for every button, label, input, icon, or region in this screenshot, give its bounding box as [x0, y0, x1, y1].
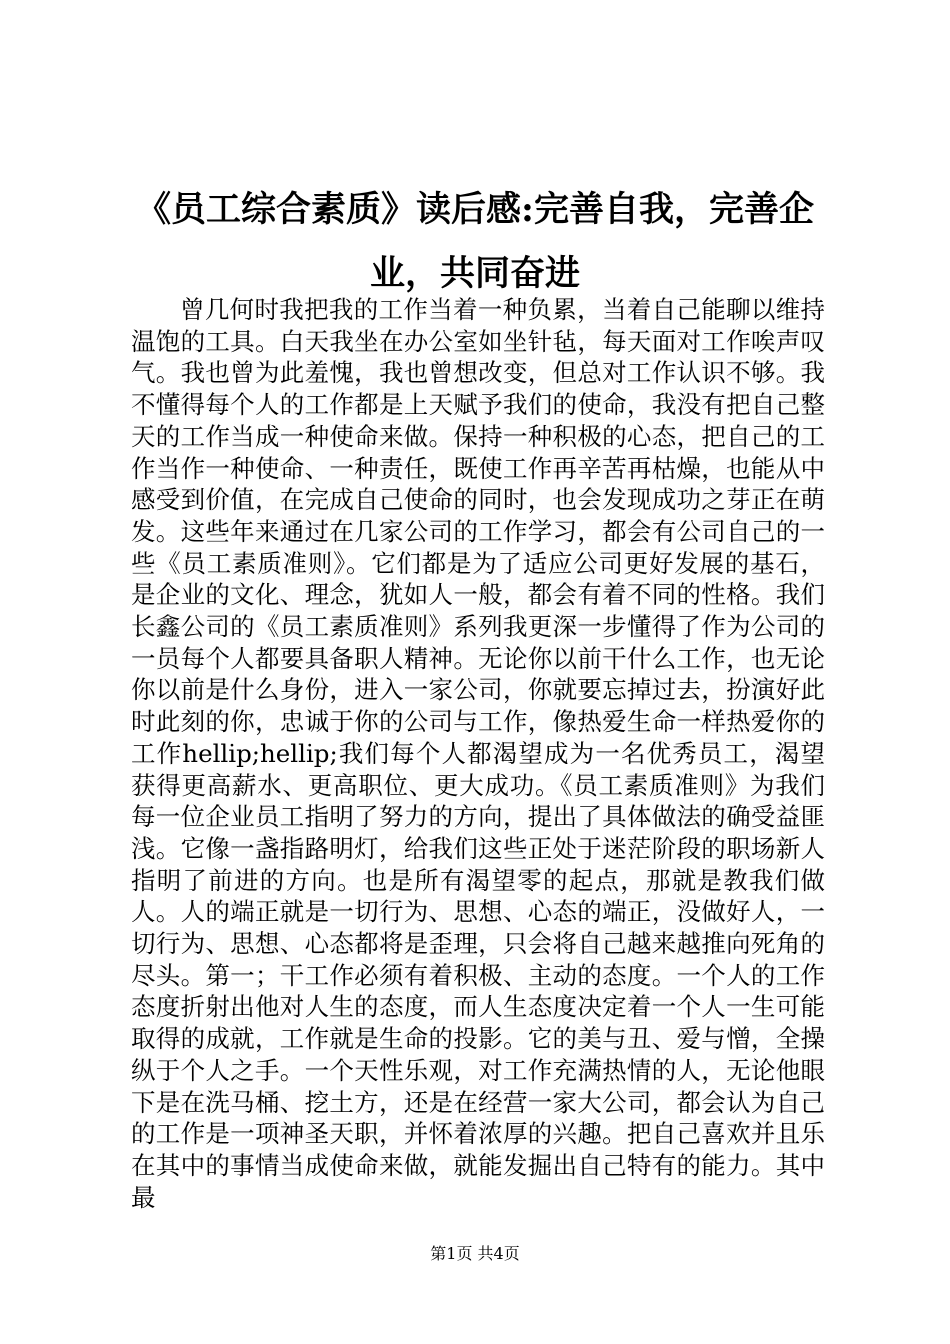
document-title: 《员工综合素质》读后感:完善自我，完善企业，共同奋进 [136, 189, 814, 294]
page-number-footer: 第1页 共4页 [430, 1244, 520, 1263]
body-paragraph: 曾几何时我把我的工作当着一种负累，当着自己能聊以维持温饱的工具。白天我坐在办公室如坐针毡，每天面对工作唉声叹气。我也曾为此羞愧，我也曾想改变，但总对工作认识不够。我不懂得每个人的工作都是上天赋予我们的使命，我没有把自己整天的工作当成一种使命来做。保持一种积极的心态，把自己的工作当作一种使命、一种责任，既使工作再辛苦再枯燥，也能从中感受到价值，在完成自己使命的同时，也会发现成功之芽正在萌发。这些年来通过在几家公司的工作学习，都会有公司自己的一些《员工素质准则》。它们都是为了适应公司更好发展的基石，是企业的文化、理念，犹如人一般，都会有着不同的性格。我们长鑫公司的《员工素质准则》系列我更深一步懂得了作为公司的一员每个人都要具备职人精神。无论你以前干什么工作，也无论你以前是什么身份，进入一家公司，你就要忘掉过去，扮演好此时此刻的你，忠诚于你的公司与工作，像热爱生命一样热爱你的工作hellip;hellip;我们每个人都渴望成为一名优秀员工，渴望获得更高薪水、更高职位、更大成功。《员工素质准则》为我们每一位企业员工指明了努力的方向，提出了具体做法的确受益匪浅。它像一盏指路明灯，给我们这些正处于迷茫阶段的职场新人指明了前进的方向。也是所有渴望零的起点，那就是教我们做人。人的端正就是一切行为、思想、心态的端正，没做好人，一切行为、思想、心态都将是歪理，只会将自己越来越推向死角的尽头。第一；干工作必须有着积极、主动的态度。一个人的工作态度折射出他对人生的态度，而人生态度决定着一个人一生可能取得的成就，工作就是生命的投影。它的美与丑、爱与憎，全操纵于个人之手。一个天性乐观，对工作充满热情的人，无论他眼下是在洗马桶、挖土方，还是在经营一家大公司，都会认为自己的工作是一项神圣天职，并怀着浓厚的兴趣。把自己喜欢并且乐在其中的事情当成使命来做，就能发掘出自己特有的能力。其中最 [131, 295, 825, 1212]
